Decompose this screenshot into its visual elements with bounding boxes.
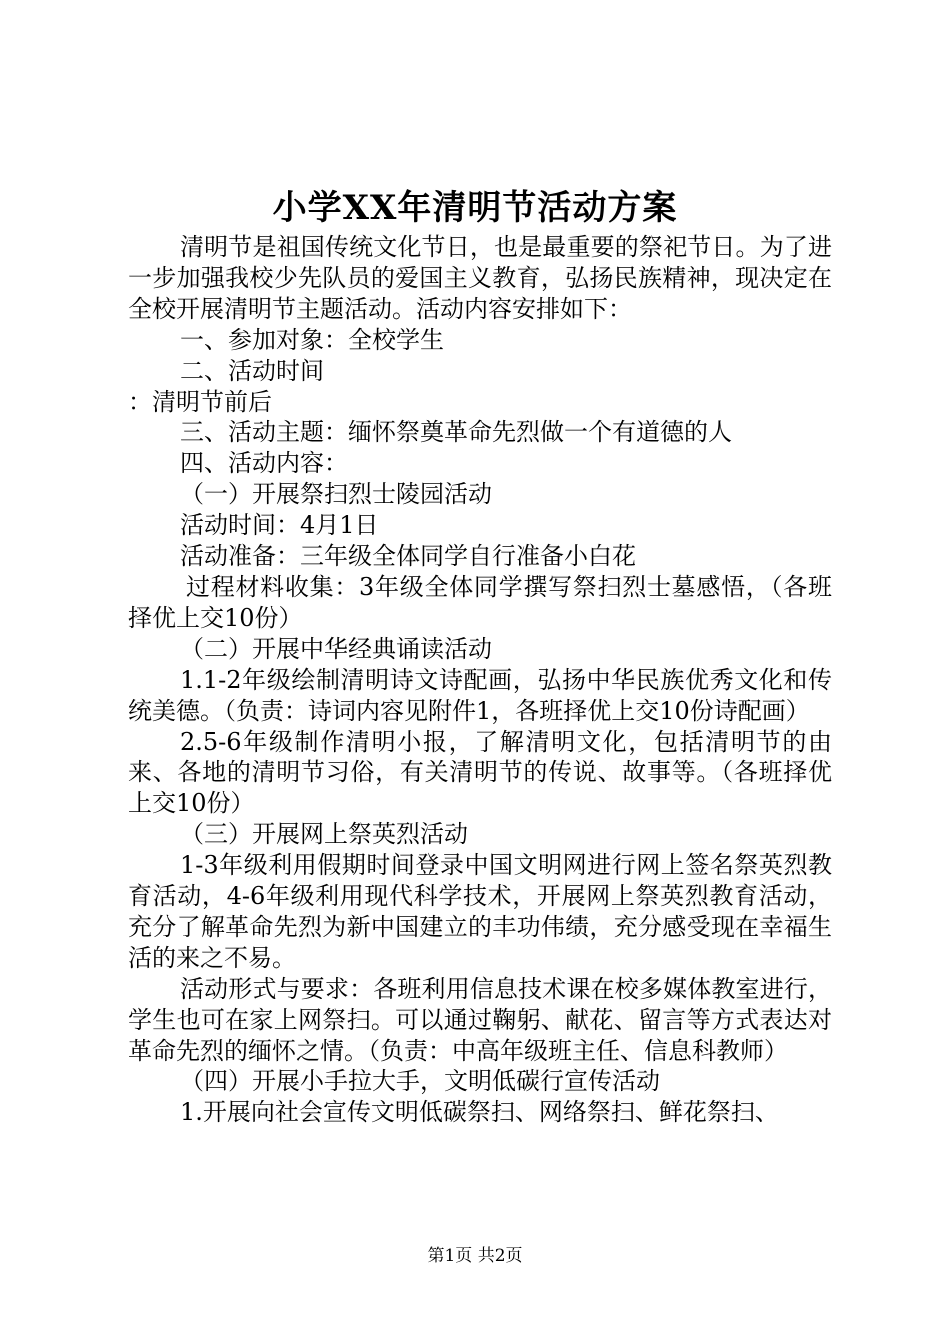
subsection-2-item-1: 1.1-2年级绘制清明诗文诗配画，弘扬中华民族优秀文化和传统美德。（负责：诗词内容见附件1，各班择优上交10份诗配画） [128,665,832,725]
subsection-4-heading: （四）开展小手拉大手，文明低碳行宣传活动 [180,1067,660,1096]
subsection-3-heading: （三）开展网上祭英烈活动 [180,820,468,849]
subsection-2-item-2: 2.5-6年级制作清明小报，了解清明文化，包括清明节的由来、各地的清明节习俗，有关清明节的传说、故事等。（各班择优上交10份） [128,727,832,818]
activity-preparation: 活动准备：三年级全体同学自行准备小白花 [180,542,636,571]
document-body [128,232,832,1128]
section-participants: 一、参加对象：全校学生 [180,325,444,354]
section-content-heading: 四、活动内容： [180,449,348,478]
subsection-1-heading: （一）开展祭扫烈士陵园活动 [180,480,492,509]
subsection-4-item-1: 1.开展向社会宣传文明低碳祭扫、网络祭扫、鲜花祭扫、 [180,1098,779,1127]
material-collection: 过程材料收集：3年级全体同学撰写祭扫烈士墓感悟，（各班择优上交10份） [128,572,832,632]
section-time-value: ：清明节前后 [128,387,272,416]
page-footer: 第1页 共2页 [427,1246,523,1266]
document-title: 小学XX年清明节活动方案 [272,188,678,228]
subsection-3-paragraph: 1-3年级利用假期时间登录中国文明网进行网上签名祭英烈教育活动，4-6年级利用现代科学技术，开展网上祭英烈教育活动，充分了解革命先烈为新中国建立的丰功伟绩，充分感受现在幸福生活的来之不易。 [128,851,832,972]
subsection-2-heading: （二）开展中华经典诵读活动 [180,634,492,663]
section-time-heading: 二、活动时间 [180,356,324,385]
activity-form-requirements: 活动形式与要求：各班利用信息技术课在校多媒体教室进行，学生也可在家上网祭扫。可以通过鞠躬、献花、留言等方式表达对革命先烈的缅怀之情。（负责：中高年级班主任、信息科教师） [128,974,832,1065]
activity-time: 活动时间：4月1日 [180,511,379,540]
intro-paragraph: 清明节是祖国传统文化节日，也是最重要的祭祀节日。为了进一步加强我校少先队员的爱国主义教育，弘扬民族精神，现决定在全校开展清明节主题活动。活动内容安排如下： [128,233,832,323]
section-theme: 三、活动主题：缅怀祭奠革命先烈做一个有道德的人 [180,418,732,447]
